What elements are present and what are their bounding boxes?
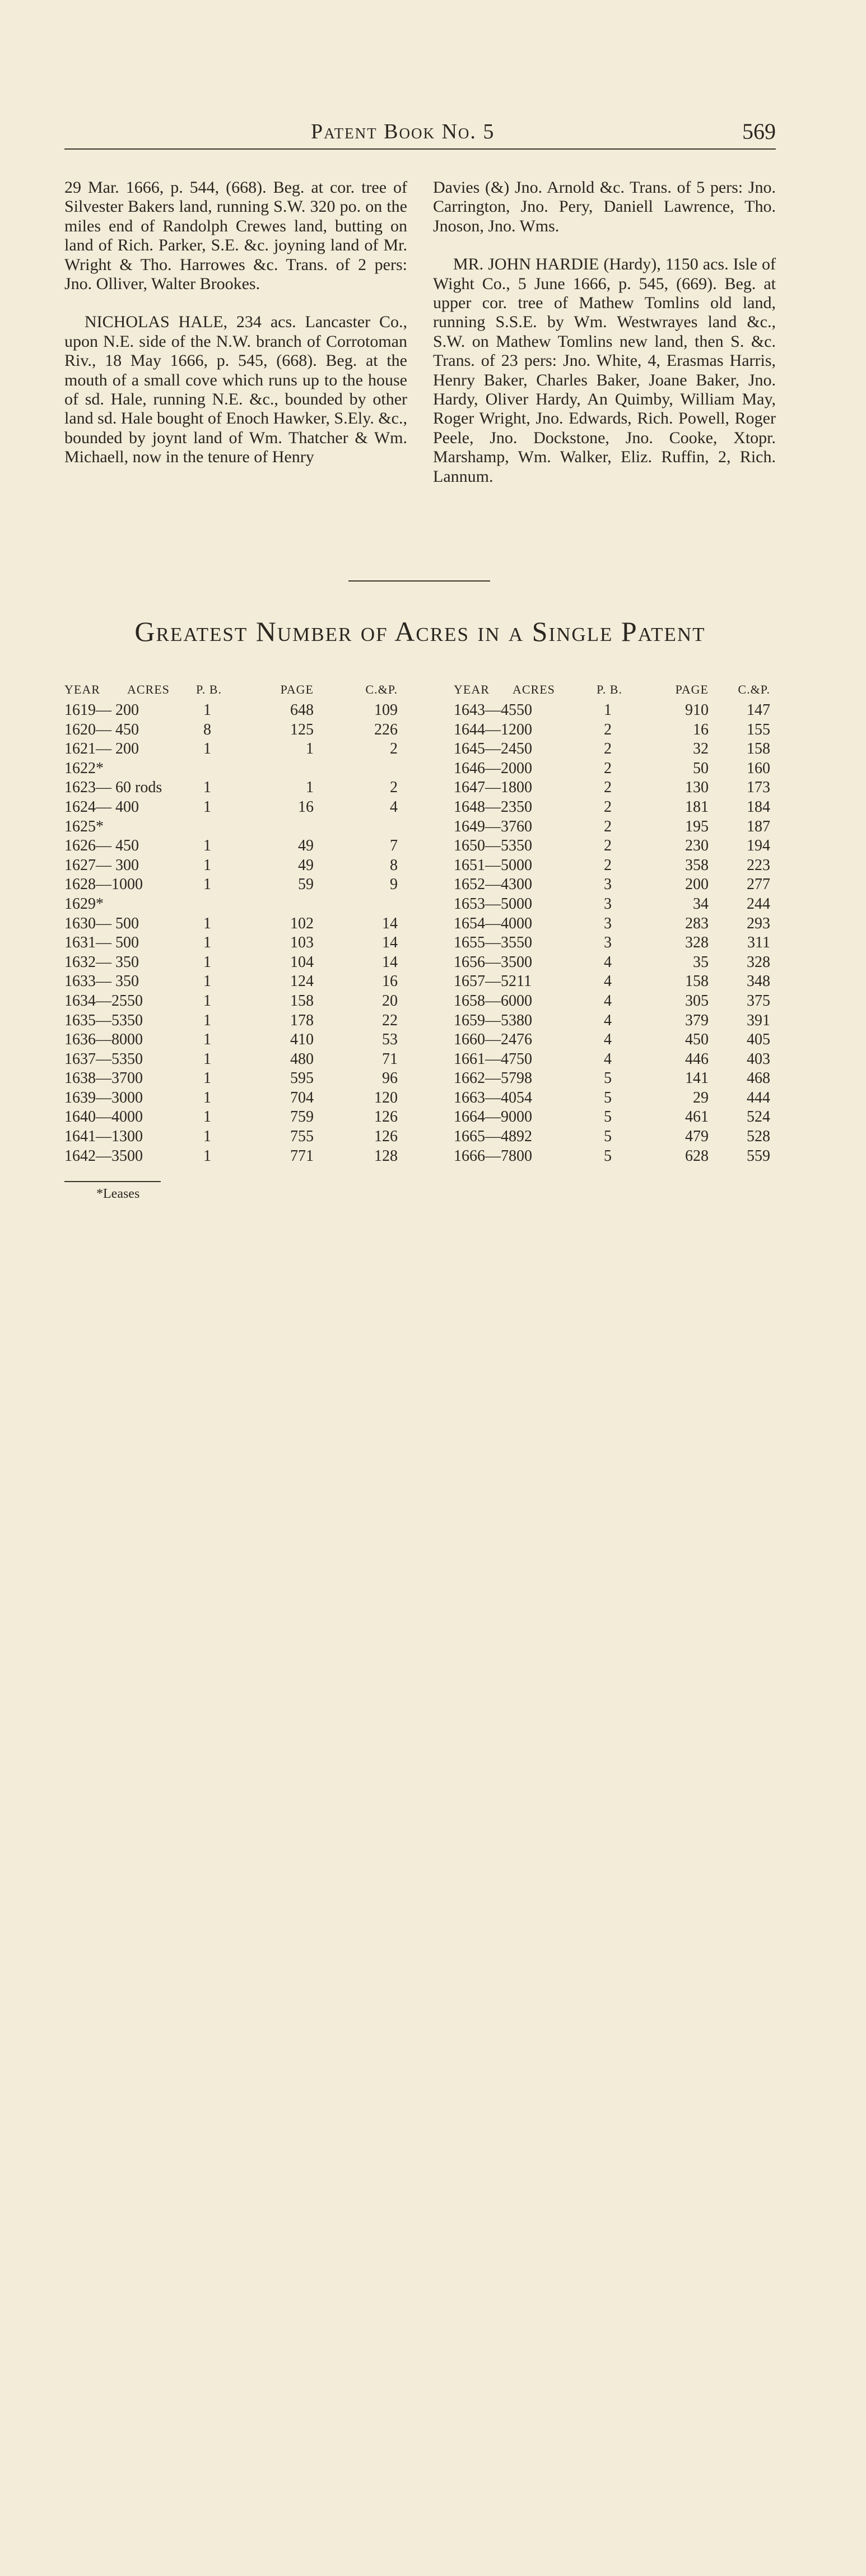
year-acres-cell: 1664—9000: [454, 1108, 532, 1126]
year-acres-cell: 1638—3700: [64, 1070, 143, 1087]
patent-book-cell: 3: [604, 934, 612, 952]
cp-cell: 223: [747, 856, 770, 874]
table-row: [454, 818, 790, 838]
page-cell: 35: [693, 953, 709, 971]
table-row: [454, 837, 790, 857]
page-cell: 595: [290, 1070, 314, 1087]
year-acres-cell: 1662—5798: [454, 1070, 532, 1087]
year-acres-cell: 1627— 300: [64, 856, 139, 874]
patent-book-cell: 1: [203, 1147, 211, 1165]
patent-book-cell: 3: [604, 876, 612, 894]
page-cell: 704: [290, 1089, 314, 1106]
year-acres-cell: 1625*: [64, 817, 104, 835]
page-cell: 755: [290, 1128, 314, 1146]
year-acres-cell: 1659—5380: [454, 1011, 532, 1029]
year-acres-cell: 1656—3500: [454, 953, 532, 971]
page-cell: 1: [306, 779, 314, 797]
table-row: [64, 1089, 401, 1109]
header-cp: C.&P.: [365, 682, 398, 696]
patent-book-cell: 4: [604, 1031, 612, 1049]
year-acres-cell: 1654—4000: [454, 914, 532, 932]
patent-book-cell: 4: [604, 953, 612, 971]
page-cell: 230: [685, 837, 709, 855]
table-row: [64, 934, 401, 954]
cp-cell: 184: [747, 798, 770, 816]
patent-book-cell: 1: [203, 1089, 211, 1106]
header-cp: C.&P.: [738, 682, 770, 696]
year-acres-cell: 1665—4892: [454, 1128, 532, 1146]
entry-paragraph: MR. JOHN HARDIE (Hardy), 1150 acs. Isle of Wight Co., 5 June 1666, p. 545, (669). Beg. at upper cor. tree of Mathew Tomlins old land, running S.S.E. by Wm. Westwrayes land &c., S.W. on Mathew Tomlins new land, then S. &c. Trans. of 23 pers: Jno. White, 4, Erasmas Harris, Henry Baker, Charles Baker, Joane Baker, Jno. Hardy, Oliver Hardy, An Quimby, William May, Roger Wright, Jno. Edwards, Rich. Powell, Roger Peele, Jno. Dockstone, Jno. Cooke, Xtopr. Marshamp, Wm. Walker, Eliz. Ruffin, 2, Rich. Lannum.: [433, 255, 776, 486]
year-acres-cell: 1641—1300: [64, 1128, 143, 1146]
cp-cell: 391: [747, 1011, 770, 1029]
patent-book-cell: 4: [604, 973, 612, 991]
table-row: [454, 1031, 790, 1050]
acres-table-right: [454, 682, 790, 1166]
header-page: PAGE: [675, 682, 709, 696]
year-acres-cell: 1622*: [64, 759, 104, 777]
patent-book-cell: 4: [604, 1011, 612, 1029]
patent-book-cell: 5: [604, 1108, 612, 1126]
table-row: [64, 973, 401, 992]
table-row: [454, 954, 790, 973]
year-acres-cell: 1630— 500: [64, 914, 139, 932]
patent-book-cell: 1: [203, 779, 211, 797]
page-cell: 178: [290, 1011, 314, 1029]
year-acres-cell: 1666—7800: [454, 1147, 532, 1165]
patent-book-cell: 1: [203, 1050, 211, 1068]
patent-book-cell: 1: [203, 934, 211, 952]
right-text-column: [433, 178, 776, 486]
entry-paragraph: Davies (&) Jno. Arnold &c. Trans. of 5 pers: Jno. Carrington, Jno. Pery, Daniell Lawrence, Tho. Jnoson, Jno. Wms.: [433, 178, 776, 235]
year-acres-cell: 1657—5211: [454, 973, 532, 991]
cp-cell: 7: [390, 837, 398, 855]
entry-paragraph: 29 Mar. 1666, p. 544, (668). Beg. at cor. tree of Silvester Bakers land, running S.W. 320 po. on the miles end of Randolph Crewes land, butting on land of Rich. Parker, S.E. &c. joyning land of Mr. Wright & Tho. Harrowes &c. Trans. of 2 pers: Jno. Olliver, Walter Brookes.: [64, 178, 407, 294]
page-cell: 479: [685, 1128, 709, 1146]
year-acres-cell: 1621— 200: [64, 740, 139, 758]
cp-cell: 2: [390, 740, 398, 758]
page-cell: 125: [290, 720, 314, 738]
page-cell: 49: [298, 856, 314, 874]
table-row: [64, 1128, 401, 1147]
table-row: [454, 934, 790, 954]
table-row: [454, 1128, 790, 1147]
page-cell: 181: [685, 798, 709, 816]
cp-cell: 20: [382, 992, 398, 1010]
year-acres-cell: 1644—1200: [454, 720, 532, 738]
patent-book-cell: 2: [604, 817, 612, 835]
year-acres-cell: 1629*: [64, 895, 104, 913]
acres-table-left: [64, 682, 401, 1166]
cp-cell: 293: [747, 914, 770, 932]
table-row: [64, 798, 401, 818]
table-row: [64, 740, 401, 760]
patent-book-cell: 3: [604, 914, 612, 932]
year-acres-cell: 1653—5000: [454, 895, 532, 913]
page-cell: 200: [685, 876, 709, 894]
page-cell: 34: [693, 895, 709, 913]
page-cell: 759: [290, 1108, 314, 1126]
year-acres-cell: 1636—8000: [64, 1031, 143, 1049]
page-cell: 305: [685, 992, 709, 1010]
header-page: PAGE: [280, 682, 314, 696]
table-row: [454, 701, 790, 721]
year-acres-cell: 1642—3500: [64, 1147, 143, 1165]
year-acres-cell: 1649—3760: [454, 817, 532, 835]
patent-book-cell: 1: [203, 992, 211, 1010]
year-acres-cell: 1660—2476: [454, 1031, 532, 1049]
table-row: [454, 992, 790, 1012]
page-cell: 124: [290, 973, 314, 991]
cp-cell: 126: [374, 1108, 398, 1126]
page-cell: 32: [693, 740, 709, 758]
table-row: [454, 760, 790, 779]
year-acres-cell: 1639—3000: [64, 1089, 143, 1106]
page-cell: 29: [693, 1089, 709, 1106]
entry-paragraph: NICHOLAS HALE, 234 acs. Lancaster Co., upon N.E. side of the N.W. branch of Corrotoman Riv., 18 May 1666, p. 545, (668). Beg. at the mouth of a small cove which runs up to the house of sd. Hale, running N.E. &c., bounded by other land sd. Hale bought of Enoch Hawker, S.Ely. &c., bounded by joynt land of Wm. Thatcher & Wm. Michaell, now in the tenure of Henry: [64, 313, 407, 467]
year-acres-cell: 1652—4300: [454, 876, 532, 894]
footnote: *Leases: [96, 1187, 140, 1201]
page-cell: 410: [290, 1031, 314, 1049]
table-row: [64, 1070, 401, 1089]
patent-book-cell: 2: [604, 837, 612, 855]
cp-cell: 277: [747, 876, 770, 894]
patent-book-cell: 1: [604, 701, 612, 719]
table-row: [64, 818, 401, 838]
patent-book-cell: 1: [203, 798, 211, 816]
page-cell: 50: [693, 759, 709, 777]
cp-cell: 173: [747, 779, 770, 797]
year-acres-cell: 1635—5350: [64, 1011, 143, 1029]
header-year: YEAR: [64, 682, 100, 696]
cp-cell: 375: [747, 992, 770, 1010]
patent-book-cell: 4: [604, 1050, 612, 1068]
year-acres-cell: 1658—6000: [454, 992, 532, 1010]
patent-book-cell: 2: [604, 856, 612, 874]
page-cell: 480: [290, 1050, 314, 1068]
patent-book-cell: 1: [203, 876, 211, 894]
cp-cell: 120: [374, 1089, 398, 1106]
cp-cell: 528: [747, 1128, 770, 1146]
patent-book-cell: 1: [203, 856, 211, 874]
patent-book-cell: 1: [203, 837, 211, 855]
table-row: [64, 954, 401, 973]
year-acres-cell: 1624— 400: [64, 798, 139, 816]
year-acres-cell: 1632— 350: [64, 953, 139, 971]
patent-book-cell: 1: [203, 1128, 211, 1146]
page-cell: 1: [306, 740, 314, 758]
page-cell: 130: [685, 779, 709, 797]
year-acres-cell: 1628—1000: [64, 876, 143, 894]
header-pb: P. B.: [196, 682, 222, 696]
table-row: [64, 857, 401, 876]
table-row: [64, 1108, 401, 1128]
patent-book-cell: 2: [604, 779, 612, 797]
cp-cell: 126: [374, 1128, 398, 1146]
year-acres-cell: 1619— 200: [64, 701, 139, 719]
table-row: [454, 1108, 790, 1128]
table-row: [454, 779, 790, 798]
cp-cell: 559: [747, 1147, 770, 1165]
cp-cell: 160: [747, 759, 770, 777]
cp-cell: 311: [747, 934, 770, 952]
cp-cell: 128: [374, 1147, 398, 1165]
cp-cell: 14: [382, 914, 398, 932]
patent-book-cell: 1: [203, 1031, 211, 1049]
table-row: [454, 1147, 790, 1167]
patent-book-cell: 1: [203, 1011, 211, 1029]
page-cell: 910: [685, 701, 709, 719]
year-acres-cell: 1637—5350: [64, 1050, 143, 1068]
year-acres-cell: 1646—2000: [454, 759, 532, 777]
year-acres-cell: 1650—5350: [454, 837, 532, 855]
cp-cell: 524: [747, 1108, 770, 1126]
page-cell: 358: [685, 856, 709, 874]
page-cell: 102: [290, 914, 314, 932]
table-row: [454, 1050, 790, 1070]
year-acres-cell: 1633— 350: [64, 973, 139, 991]
running-head: [64, 115, 776, 150]
table-row: [454, 1070, 790, 1089]
patent-book-cell: 5: [604, 1128, 612, 1146]
page-cell: 379: [685, 1011, 709, 1029]
header-acres: ACRES: [127, 682, 170, 696]
year-acres-cell: 1648—2350: [454, 798, 532, 816]
table-row: [64, 760, 401, 779]
table-row: [64, 701, 401, 721]
cp-cell: 14: [382, 953, 398, 971]
cp-cell: 14: [382, 934, 398, 952]
patent-book-cell: 3: [604, 895, 612, 913]
table-header: [454, 682, 790, 701]
page-cell: 16: [693, 720, 709, 738]
page-cell: 446: [685, 1050, 709, 1068]
table-row: [64, 779, 401, 798]
page-cell: 628: [685, 1147, 709, 1165]
table-row: [454, 721, 790, 741]
page-cell: 49: [298, 837, 314, 855]
page-cell: 771: [290, 1147, 314, 1165]
page-cell: 103: [290, 934, 314, 952]
table-row: [64, 876, 401, 895]
left-text-column: [64, 178, 407, 467]
table-row: [64, 992, 401, 1012]
cp-cell: 194: [747, 837, 770, 855]
patent-book-cell: 5: [604, 1070, 612, 1087]
cp-cell: 468: [747, 1070, 770, 1087]
patent-book-cell: 2: [604, 740, 612, 758]
year-acres-cell: 1626— 450: [64, 837, 139, 855]
patent-book-cell: 1: [203, 701, 211, 719]
page-cell: 283: [685, 914, 709, 932]
table-row: [64, 837, 401, 857]
footnote-rule: [64, 1181, 161, 1182]
cp-cell: 158: [747, 740, 770, 758]
page-cell: 158: [290, 992, 314, 1010]
cp-cell: 96: [382, 1070, 398, 1087]
year-acres-cell: 1631— 500: [64, 934, 139, 952]
table-row: [64, 1050, 401, 1070]
year-acres-cell: 1645—2450: [454, 740, 532, 758]
table-row: [454, 740, 790, 760]
cp-cell: 2: [390, 779, 398, 797]
section-title: Greatest Number of Acres in a Single Patent: [134, 616, 706, 647]
cp-cell: 244: [747, 895, 770, 913]
patent-book-cell: 2: [604, 720, 612, 738]
year-acres-cell: 1620— 450: [64, 720, 139, 738]
cp-cell: 16: [382, 973, 398, 991]
cp-cell: 403: [747, 1050, 770, 1068]
cp-cell: 155: [747, 720, 770, 738]
page-number: 569: [742, 119, 776, 144]
cp-cell: 53: [382, 1031, 398, 1049]
table-row: [64, 895, 401, 915]
patent-book-cell: 1: [203, 973, 211, 991]
year-acres-cell: 1647—1800: [454, 779, 532, 797]
cp-cell: 147: [747, 701, 770, 719]
patent-book-cell: 5: [604, 1089, 612, 1106]
page-cell: 59: [298, 876, 314, 894]
section-divider: [348, 580, 490, 582]
page-cell: 141: [685, 1070, 709, 1087]
page-cell: 461: [685, 1108, 709, 1126]
year-acres-cell: 1643—4550: [454, 701, 532, 719]
table-row: [64, 1031, 401, 1050]
table-row: [454, 798, 790, 818]
header-acres: ACRES: [513, 682, 555, 696]
year-acres-cell: 1655—3550: [454, 934, 532, 952]
patent-book-cell: 1: [203, 1070, 211, 1087]
year-acres-cell: 1661—4750: [454, 1050, 532, 1068]
page-cell: 104: [290, 953, 314, 971]
header-year: YEAR: [454, 682, 490, 696]
table-row: [64, 915, 401, 934]
patent-book-cell: 2: [604, 759, 612, 777]
cp-cell: 4: [390, 798, 398, 816]
table-row: [64, 721, 401, 741]
table-row: [454, 1012, 790, 1031]
header-pb: P. B.: [597, 682, 622, 696]
table-row: [64, 1012, 401, 1031]
year-acres-cell: 1663—4054: [454, 1089, 532, 1106]
patent-book-cell: 1: [203, 953, 211, 971]
year-acres-cell: 1651—5000: [454, 856, 532, 874]
year-acres-cell: 1623— 60 rods: [64, 779, 162, 797]
running-head-title: Patent Book No. 5: [311, 120, 495, 143]
year-acres-cell: 1634—2550: [64, 992, 143, 1010]
page-cell: 158: [685, 973, 709, 991]
page-cell: 16: [298, 798, 314, 816]
patent-book-cell: 5: [604, 1147, 612, 1165]
patent-book-cell: 1: [203, 740, 211, 758]
page-cell: 195: [685, 817, 709, 835]
table-row: [454, 895, 790, 915]
table-row: [454, 1089, 790, 1109]
cp-cell: 348: [747, 973, 770, 991]
page-cell: 648: [290, 701, 314, 719]
cp-cell: 109: [374, 701, 398, 719]
patent-book-cell: 2: [604, 798, 612, 816]
cp-cell: 444: [747, 1089, 770, 1106]
patent-book-cell: 1: [203, 1108, 211, 1126]
cp-cell: 8: [390, 856, 398, 874]
table-header: [64, 682, 401, 701]
page-cell: 450: [685, 1031, 709, 1049]
patent-book-cell: 1: [203, 914, 211, 932]
patent-book-cell: 4: [604, 992, 612, 1010]
cp-cell: 22: [382, 1011, 398, 1029]
table-row: [454, 876, 790, 895]
table-row: [454, 973, 790, 992]
cp-cell: 405: [747, 1031, 770, 1049]
cp-cell: 187: [747, 817, 770, 835]
table-row: [64, 1147, 401, 1167]
cp-cell: 9: [390, 876, 398, 894]
table-row: [454, 857, 790, 876]
cp-cell: 328: [747, 953, 770, 971]
cp-cell: 226: [374, 720, 398, 738]
cp-cell: 71: [382, 1050, 398, 1068]
patent-book-cell: 8: [203, 720, 211, 738]
year-acres-cell: 1640—4000: [64, 1108, 143, 1126]
table-row: [454, 915, 790, 934]
page-cell: 328: [685, 934, 709, 952]
